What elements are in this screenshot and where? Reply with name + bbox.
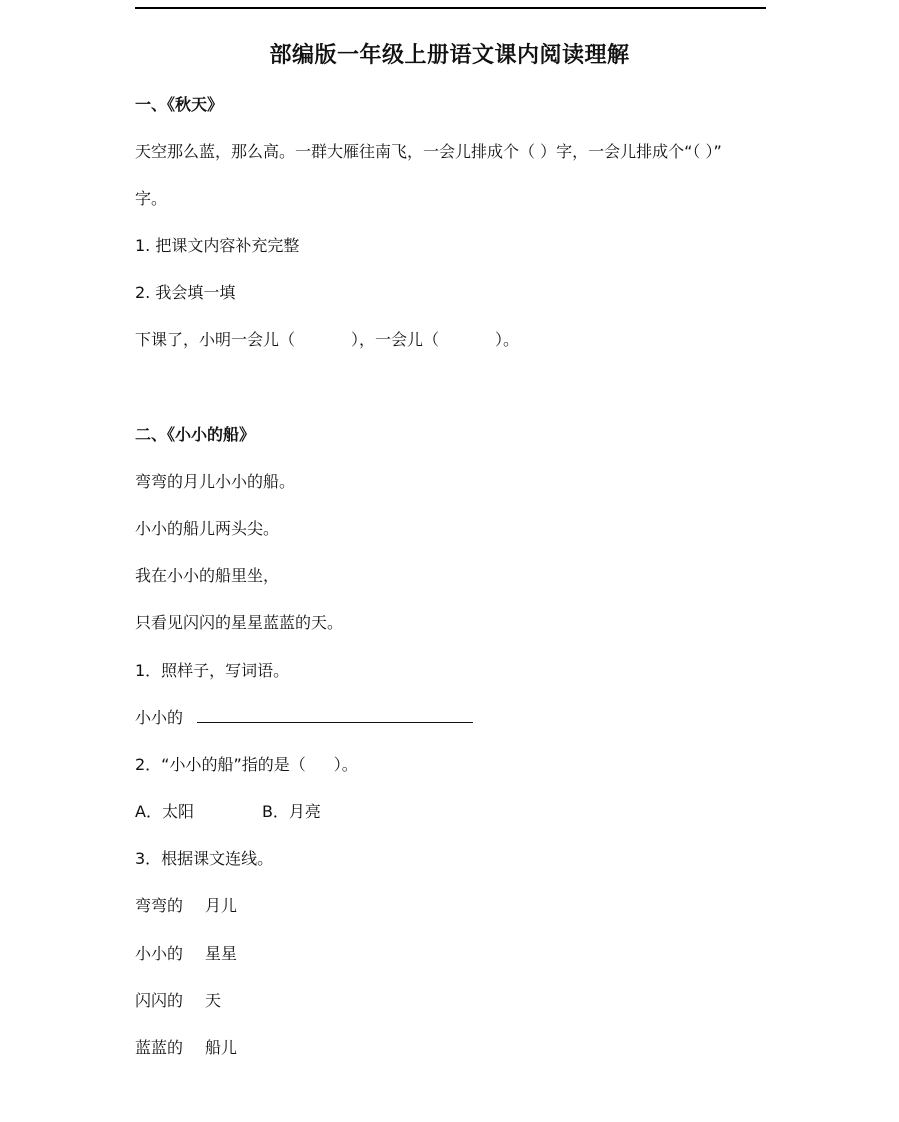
match-left[interactable]: 闪闪的 [135,991,184,1010]
match-right[interactable]: 船儿 [205,1038,238,1057]
match-right[interactable]: 天 [205,991,222,1010]
match-left[interactable]: 弯弯的 [135,896,184,915]
match-row [135,1037,237,1059]
match-row [135,895,237,917]
page-title: 部编版一年级上册语文课内阅读理解 [269,43,630,68]
poem-line: 我在小小的船里坐， [135,566,280,585]
options-row [135,801,321,823]
poem-line: 小小的船儿两头尖。 [135,519,280,538]
example-row [135,707,473,729]
question2-part-b: ）。 [333,755,358,774]
section2-question2 [135,754,358,776]
fill-part-a: 下课了，小明一会儿（ [135,330,296,349]
section1-fill-sentence [135,329,519,351]
fill-part-c: ）。 [495,330,520,349]
section1-question2: 2. 我会填一填 [135,283,236,302]
match-row [135,990,221,1012]
section2-heading: 二、《小小的船》 [135,425,256,444]
section1-passage-line1: 天空那么蓝，那么高。一群大雁往南飞，一会儿排成个（ ）字，一会儿排成个“（ ）” [135,142,722,161]
poem-line: 只看见闪闪的星星蓝蓝的天。 [135,613,344,632]
option-b[interactable]: B．月亮 [261,802,321,821]
section1-question1: 1. 把课文内容补充完整 [135,236,300,255]
match-right[interactable]: 月儿 [205,896,238,915]
answer-blank-line[interactable] [197,708,473,723]
fill-part-b: ），一会儿（ [351,330,440,349]
section1-passage-line2: 字。 [135,189,168,208]
match-row [135,943,237,965]
question2-part-a: 2．“小小的船”指的是（ [135,755,306,774]
example-word: 小小的 [135,708,184,727]
poem-line: 弯弯的月儿小小的船。 [135,472,296,491]
section2-question1: 1．照样子，写词语。 [135,661,290,680]
match-right[interactable]: 星星 [205,944,238,963]
section1-heading: 一、《秋天》 [135,95,224,114]
section2-question3: 3．根据课文连线。 [135,849,274,868]
option-a[interactable]: A．太阳 [135,802,194,821]
match-left[interactable]: 蓝蓝的 [135,1038,184,1057]
match-left[interactable]: 小小的 [135,944,184,963]
top-rule [135,7,766,9]
